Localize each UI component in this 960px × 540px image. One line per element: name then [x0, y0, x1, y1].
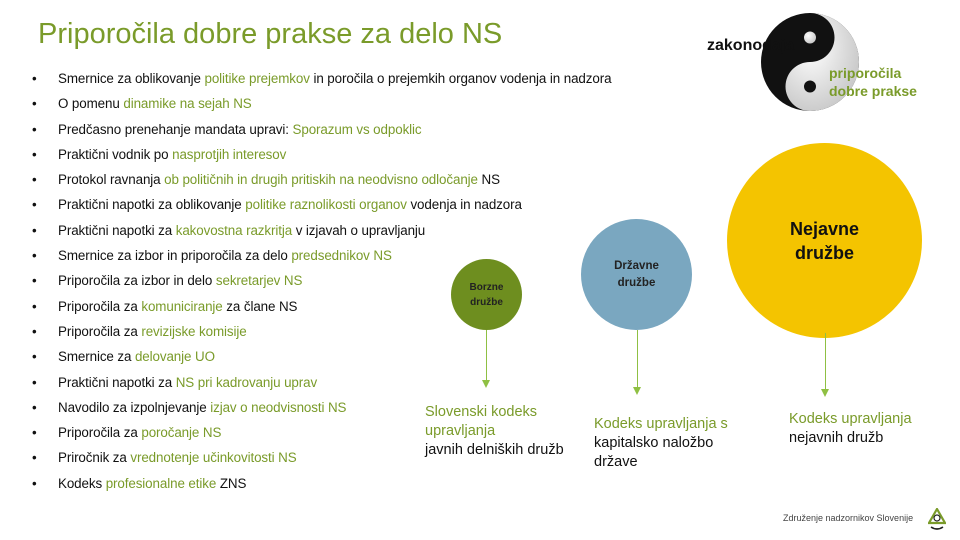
highlight-text: komuniciranje [141, 298, 223, 314]
list-item [28, 370, 611, 395]
list-item [28, 268, 611, 293]
bullet-icon: • [32, 349, 37, 365]
item-text: Priročnik za [58, 450, 131, 466]
down-arrow-icon [825, 333, 826, 395]
page-title: Priporočila dobre prakse za delo NS [38, 18, 503, 50]
list-item [28, 66, 611, 91]
item-text: in poročila o prejemkih organov vodenja in nadzora [309, 71, 612, 86]
bullet-icon: • [32, 71, 37, 86]
highlight-text: izjav o neodvisnosti NS [210, 399, 347, 415]
item-text: Priporočila za [58, 298, 142, 314]
item-text: Kodeks [58, 475, 106, 491]
item-text: za člane NS [222, 298, 298, 314]
item-text: Praktični vodnik po [58, 146, 173, 162]
bullet-icon: • [32, 121, 37, 137]
item-text: Smernice za [58, 349, 135, 365]
item-text: Smernice za oblikovanje [58, 71, 205, 86]
legislation-label: zakonodaja [707, 37, 795, 54]
bullet-icon: • [32, 425, 37, 441]
list-item [28, 117, 611, 142]
item-text: Navodilo za izpolnjevanje [58, 399, 211, 415]
listed-companies-code: Slovenski kodeks upravljanja javnih delniških družb [425, 404, 564, 458]
highlight-text: revizijske komisije [141, 323, 247, 339]
highlight-text: vrednotenje učinkovitosti NS [130, 450, 297, 466]
highlight-text: dinamike na sejah NS [123, 96, 252, 112]
bullet-icon: • [32, 273, 37, 289]
highlight-text: nasprotjih interesov [172, 146, 287, 162]
bullet-icon: • [32, 298, 37, 314]
list-item [28, 218, 611, 243]
highlight-text: poročanje NS [141, 425, 222, 441]
list-item [28, 142, 611, 167]
list-item [28, 91, 611, 116]
state-investment-code: Kodeks upravljanja s kapitalsko naložbo države [594, 416, 728, 470]
item-text: O pomenu [58, 96, 124, 112]
item-text: Praktični napotki za [58, 222, 176, 238]
highlight-text: profesionalne etike [105, 475, 217, 491]
bullet-icon: • [32, 374, 37, 390]
bullet-icon: • [32, 96, 37, 112]
item-text: Praktični napotki za [58, 374, 176, 390]
list-item [28, 294, 611, 319]
good-practice-label: priporočila dobre prakse [829, 65, 917, 99]
item-text: Predčasno prenehanje mandata upravi: [58, 121, 293, 137]
list-item [28, 243, 611, 268]
highlight-text: NS pri kadrovanju uprav [175, 374, 318, 390]
list-item [28, 192, 611, 217]
highlight-text: sekretarjev NS [215, 273, 303, 289]
highlight-text: kakovostna razkritja [175, 222, 293, 238]
highlight-text: politike raznolikosti organov [245, 197, 407, 213]
bullet-icon: • [32, 323, 37, 339]
highlight-text: delovanje UO [134, 349, 215, 365]
item-text: Priporočila za izbor in delo [58, 273, 216, 289]
item-text: Smernice za izbor in priporočila za delo [58, 248, 292, 264]
highlight-text: ob političnih in drugih pritiskih na neodvisno odločanje [164, 172, 478, 188]
down-arrow-icon [637, 330, 638, 393]
item-text: Priporočila za [58, 425, 142, 441]
highlight-text: politike prejemkov [204, 71, 310, 86]
item-text: vodenja in nadzora [406, 197, 522, 213]
item-text: Protokol ravnanja [58, 172, 165, 188]
listed-companies-circle: Borzne družbe [451, 259, 522, 330]
list-item [28, 319, 611, 344]
list-item [28, 344, 611, 369]
bullet-icon: • [32, 146, 37, 162]
item-text: Priporočila za [58, 323, 142, 339]
list-item [28, 471, 611, 496]
bullet-icon: • [32, 197, 37, 213]
bullet-icon: • [32, 172, 37, 188]
state-companies-circle: Državne družbe [581, 219, 692, 330]
item-text: Praktični napotki za oblikovanje [58, 197, 246, 213]
logo-icon [928, 508, 946, 530]
item-text: v izjavah o upravljanju [292, 222, 426, 238]
footer-organization: Združenje nadzornikov Slovenije [783, 513, 914, 523]
highlight-text: Sporazum vs odpoklic [292, 121, 422, 137]
item-text: NS [477, 172, 500, 188]
bullet-icon: • [32, 450, 37, 466]
non-public-companies-code: Kodeks upravljanja nejavnih družb [789, 411, 912, 446]
bullet-icon: • [32, 248, 37, 264]
down-arrow-icon [486, 330, 487, 386]
highlight-text: predsednikov NS [291, 248, 392, 264]
non-public-companies-circle: Nejavne družbe [727, 143, 922, 338]
bullet-icon: • [32, 399, 37, 415]
item-text: ZNS [216, 475, 247, 491]
bullet-icon: • [32, 475, 37, 491]
list-item [28, 167, 611, 192]
bullet-icon: • [32, 222, 37, 238]
